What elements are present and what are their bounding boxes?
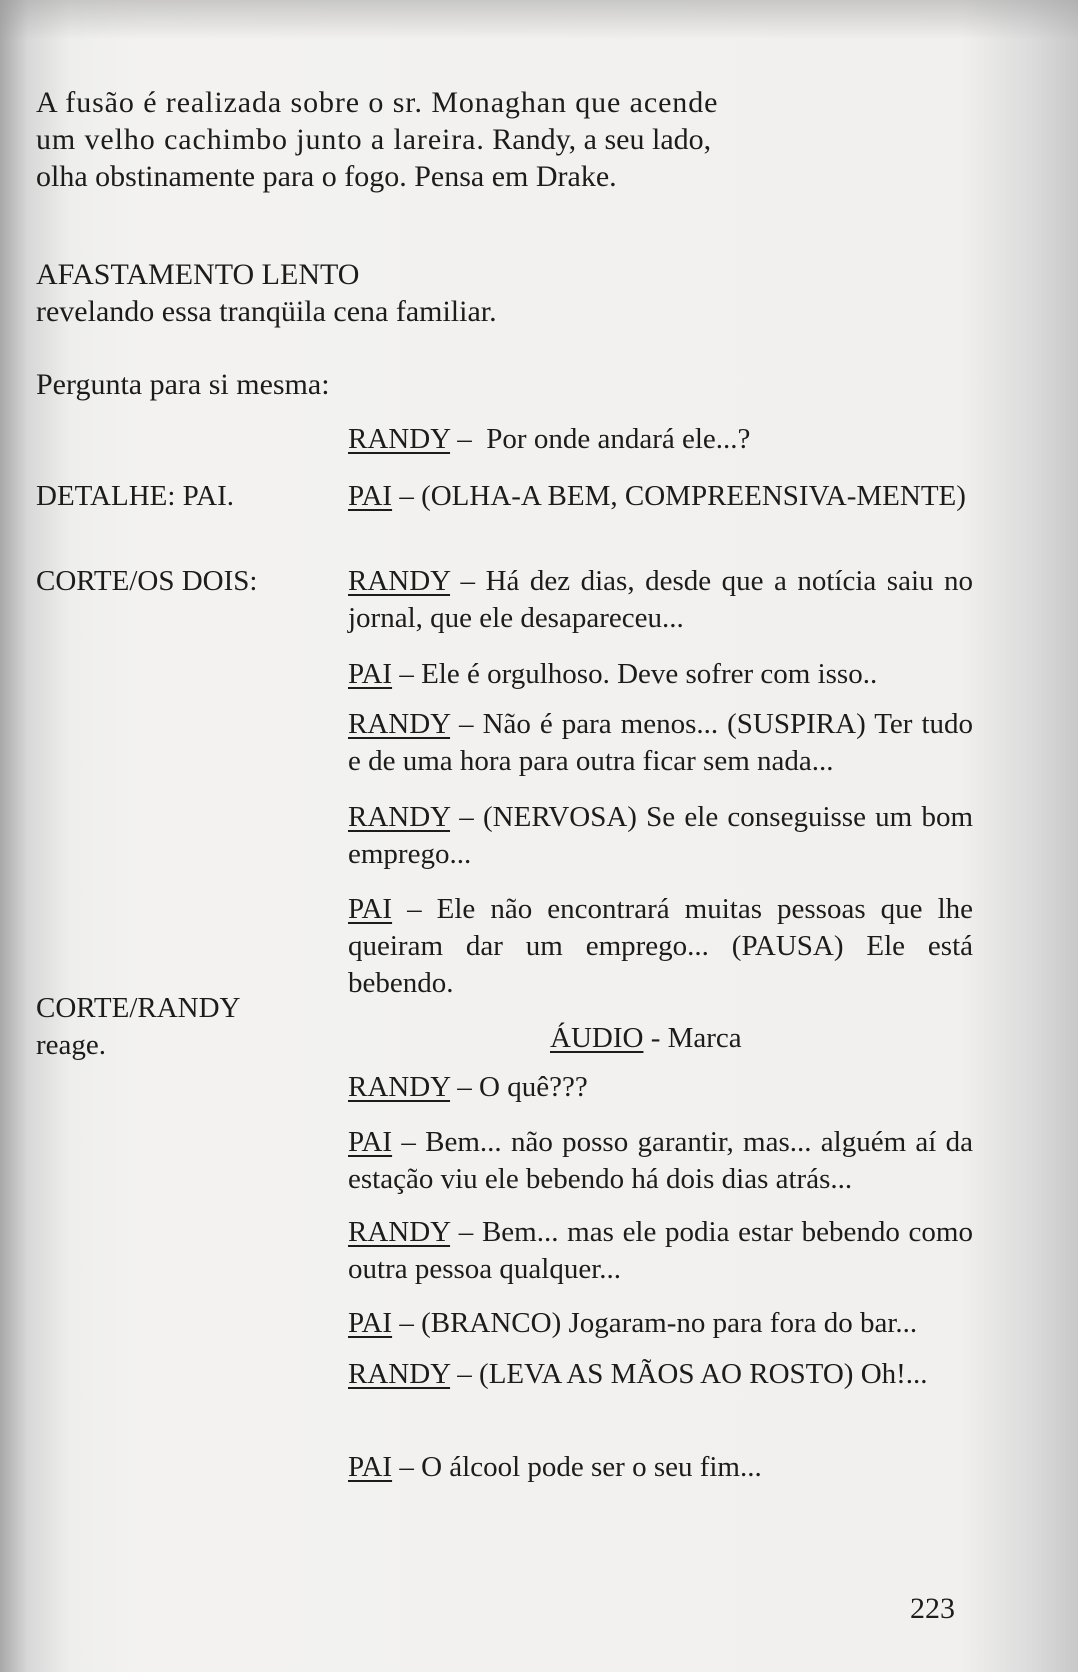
stage-direction-heading: AFASTAMENTO LENTO (36, 258, 360, 291)
dialogue-separator: – (392, 1126, 426, 1158)
dialogue-line (348, 1214, 973, 1288)
dialogue-line (348, 563, 973, 637)
dialogue-text: (BRANCO) Jogaram-no para fora do bar... (421, 1307, 918, 1339)
dialogue-text: Há dez dias, desde que a notícia saiu no jornal, que ele desapareceu... (348, 565, 973, 634)
dialogue-separator: – (450, 423, 487, 455)
camera-note-cut-randy (36, 990, 336, 1064)
speaker-name: PAI (348, 1451, 393, 1483)
dialogue-separator: – (450, 708, 483, 740)
dialogue-text: O quê??? (479, 1071, 588, 1103)
dialogue-separator: – (392, 1307, 422, 1339)
stage-direction-zoom (36, 256, 736, 330)
dialogue-line (348, 706, 973, 780)
dialogue-line (348, 421, 973, 458)
dialogue-separator: – (450, 1216, 482, 1248)
dialogue-line (348, 891, 973, 1002)
speaker-name: RANDY (348, 565, 451, 597)
page-edge-shadow (0, 0, 1078, 40)
dialogue-line (348, 1124, 973, 1198)
dialogue-separator: – (450, 1071, 480, 1103)
dialogue-text: O álcool pode ser o seu fim... (421, 1451, 762, 1483)
dialogue-line (348, 1305, 973, 1342)
speaker-name: RANDY (348, 708, 451, 740)
speaker-name: PAI (348, 658, 393, 690)
dialogue-separator: – (392, 480, 422, 512)
dialogue-separator: – (392, 658, 422, 690)
dialogue-separator: – (450, 801, 483, 833)
camera-note-cut-both (36, 563, 336, 600)
camera-note-line: CORTE/OS DOIS: (36, 565, 258, 597)
dialogue-text: Marca (667, 1022, 742, 1054)
dialogue-text: (NERVOSA) Se ele conseguisse um bom emprego... (348, 801, 973, 870)
speaker-name: PAI (348, 1307, 393, 1339)
page-number: 223 (910, 1592, 955, 1625)
dialogue-text: Por onde andará ele...? (486, 423, 751, 455)
speaker-name: RANDY (348, 1358, 451, 1390)
dialogue-separator: – (392, 893, 437, 925)
speaker-name: PAI (348, 480, 393, 512)
dialogue-line (348, 1449, 973, 1486)
dialogue-separator: – (450, 1358, 480, 1390)
dialogue-line (348, 656, 973, 693)
speaker-name: RANDY (348, 1071, 451, 1103)
dialogue-text: Bem... não posso garantir, mas... alguém aí da estação viu ele bebendo há dois dias atrás... (348, 1126, 973, 1195)
dialogue-separator: – (392, 1451, 422, 1483)
camera-note-line: DETALHE: PAI. (36, 480, 234, 512)
intro-sentence-3: Pensa em Drake. (414, 160, 617, 193)
dialogue-text: Ele não encontrará muitas pessoas que lhe queiram dar um emprego... (PAUSA) Ele está bebendo. (348, 893, 973, 999)
camera-note-detail (36, 478, 336, 515)
dialogue-line-audio (550, 1020, 970, 1057)
dialogue-line (348, 478, 973, 515)
speaker-name: PAI (348, 893, 393, 925)
speaker-name: PAI (348, 1126, 393, 1158)
dialogue-text: (OLHA-A BEM, COMPREENSIVA-MENTE) (421, 480, 966, 512)
dialogue-line (348, 799, 973, 873)
dialogue-text: (LEVA AS MÃOS AO ROSTO) Oh!... (479, 1358, 928, 1390)
intro-sentence-1: A fusão é realizada sobre o sr. Monaghan que acende um velho cachimbo junto a lareira. (36, 86, 719, 156)
speaker-name: RANDY (348, 801, 451, 833)
intro-paragraph (36, 84, 736, 195)
dialogue-line (348, 1356, 973, 1393)
speaker-name: ÁUDIO (550, 1022, 644, 1054)
stage-direction-text: revelando essa tranqüila cena familiar. (36, 295, 497, 328)
dialogue-line (348, 1069, 973, 1106)
camera-note-line: reage. (36, 1029, 107, 1061)
dialogue-separator: - (643, 1022, 668, 1054)
intro-sentence-2: Randy, a seu lado, olha obstinamente para o fogo. (36, 123, 712, 193)
dialogue-text: Ele é orgulhoso. Deve sofrer com isso.. (421, 658, 878, 690)
dialogue-text: Bem... mas ele podia estar bebendo como outra pessoa qualquer... (348, 1216, 973, 1285)
stage-direction-question: Pergunta para si mesma: (36, 368, 330, 401)
dialogue-text: Não é para menos... (SUSPIRA) Ter tudo e de uma hora para outra ficar sem nada... (348, 708, 973, 777)
dialogue-separator: – (450, 565, 486, 597)
speaker-name: RANDY (348, 1216, 451, 1248)
speaker-name: RANDY (348, 423, 451, 455)
camera-note-line: CORTE/RANDY (36, 992, 241, 1024)
